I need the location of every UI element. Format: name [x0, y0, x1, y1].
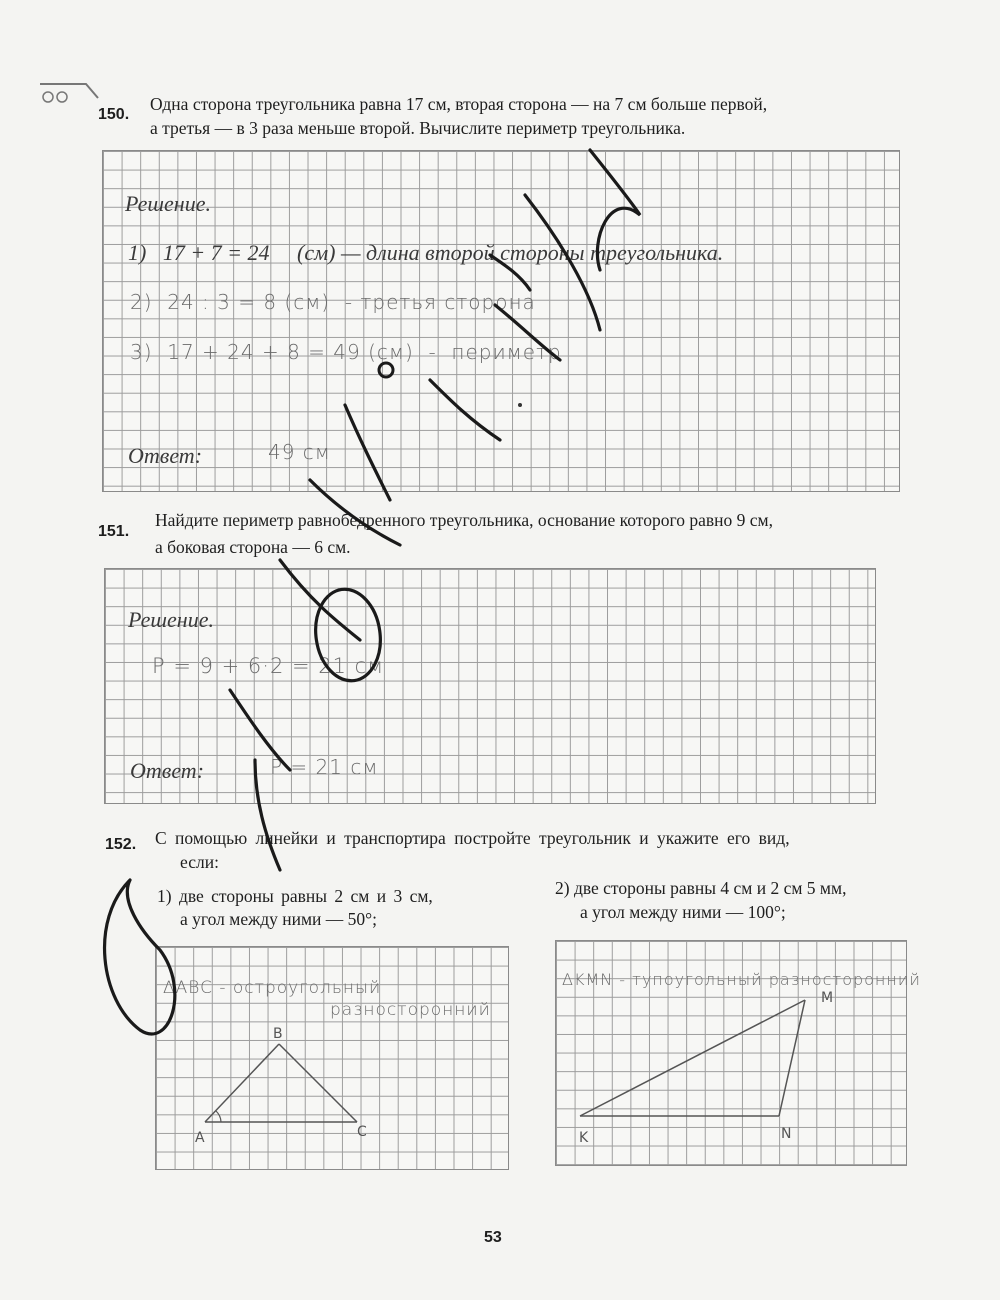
- task-152-sub1-note-line1: ∆ABC - остроугольный: [163, 978, 382, 998]
- task-150-number: 150.: [98, 106, 130, 123]
- triangle-abc-drawing: [155, 946, 507, 1168]
- task-151-step1: P = 9 + 6·2 = 21 см: [152, 654, 385, 678]
- vertex-c-label: C: [357, 1124, 367, 1140]
- task-150-step3: 3) 17 + 24 + 8 = 49 (см) - периметр: [130, 340, 562, 364]
- task-152-sub1-note-line2: разносторонний: [330, 1000, 491, 1020]
- task-150-step1: 1) 17 + 7 = 24 (см) — длина второй стороны треугольника.: [128, 240, 724, 265]
- task-150-step2: 2) 24 : 3 = 8 (см) - третья сторона: [130, 290, 536, 314]
- task-152-number: 152.: [105, 836, 137, 853]
- task-151-solution-label: Решение.: [128, 607, 214, 632]
- task-150-answer-label: Ответ:: [128, 443, 203, 468]
- task-152-text-line2: если:: [180, 852, 219, 872]
- task-151-answer-value: P = 21 см: [270, 755, 379, 779]
- vertex-k-label: K: [579, 1130, 589, 1146]
- task-152-sub2-line1: 2) две стороны равны 4 см и 2 см 5 мм,: [555, 878, 847, 898]
- task-151-grid: [104, 568, 876, 804]
- task-150-solution-label: Решение.: [125, 191, 211, 216]
- task-150-answer-value: 49 см: [268, 440, 331, 464]
- vertex-m-label: M: [821, 990, 834, 1006]
- task-150-grid: [102, 150, 900, 492]
- task-152-text-line1: С помощью линейки и транспортира постройте треугольник и укажите его вид,: [155, 828, 790, 848]
- task-152-sub1-line2: а угол между ними — 50°;: [180, 909, 378, 929]
- task-152-sub2-line2: а угол между ними — 100°;: [580, 902, 786, 922]
- task-152-sub2-note: ∆KMN - тупоугольный разносторонний: [562, 970, 921, 989]
- vertex-n-label: N: [781, 1126, 792, 1142]
- task-151-number: 151.: [98, 523, 130, 540]
- vertex-a-label: A: [195, 1130, 205, 1146]
- triangle-kmn-drawing: [555, 940, 905, 1164]
- task-151-text-line1: Найдите периметр равнобедренного треугольника, основание которого равно 9 см,: [155, 510, 773, 530]
- task-150-text-line2: а третья — в 3 раза меньше второй. Вычислите периметр треугольника.: [150, 118, 686, 138]
- task-152-sub1-line1: 1) две стороны равны 2 см и 3 см,: [157, 886, 433, 906]
- task-150-text-line1: Одна сторона треугольника равна 17 см, вторая сторона — на 7 см больше первой,: [150, 94, 768, 114]
- task-151-text-line2: а боковая сторона — 6 см.: [155, 537, 351, 557]
- task-151-answer-label: Ответ:: [130, 758, 205, 783]
- page-number: 53: [484, 1229, 502, 1246]
- vertex-b-label: B: [273, 1026, 283, 1042]
- header-decoration: [38, 80, 102, 106]
